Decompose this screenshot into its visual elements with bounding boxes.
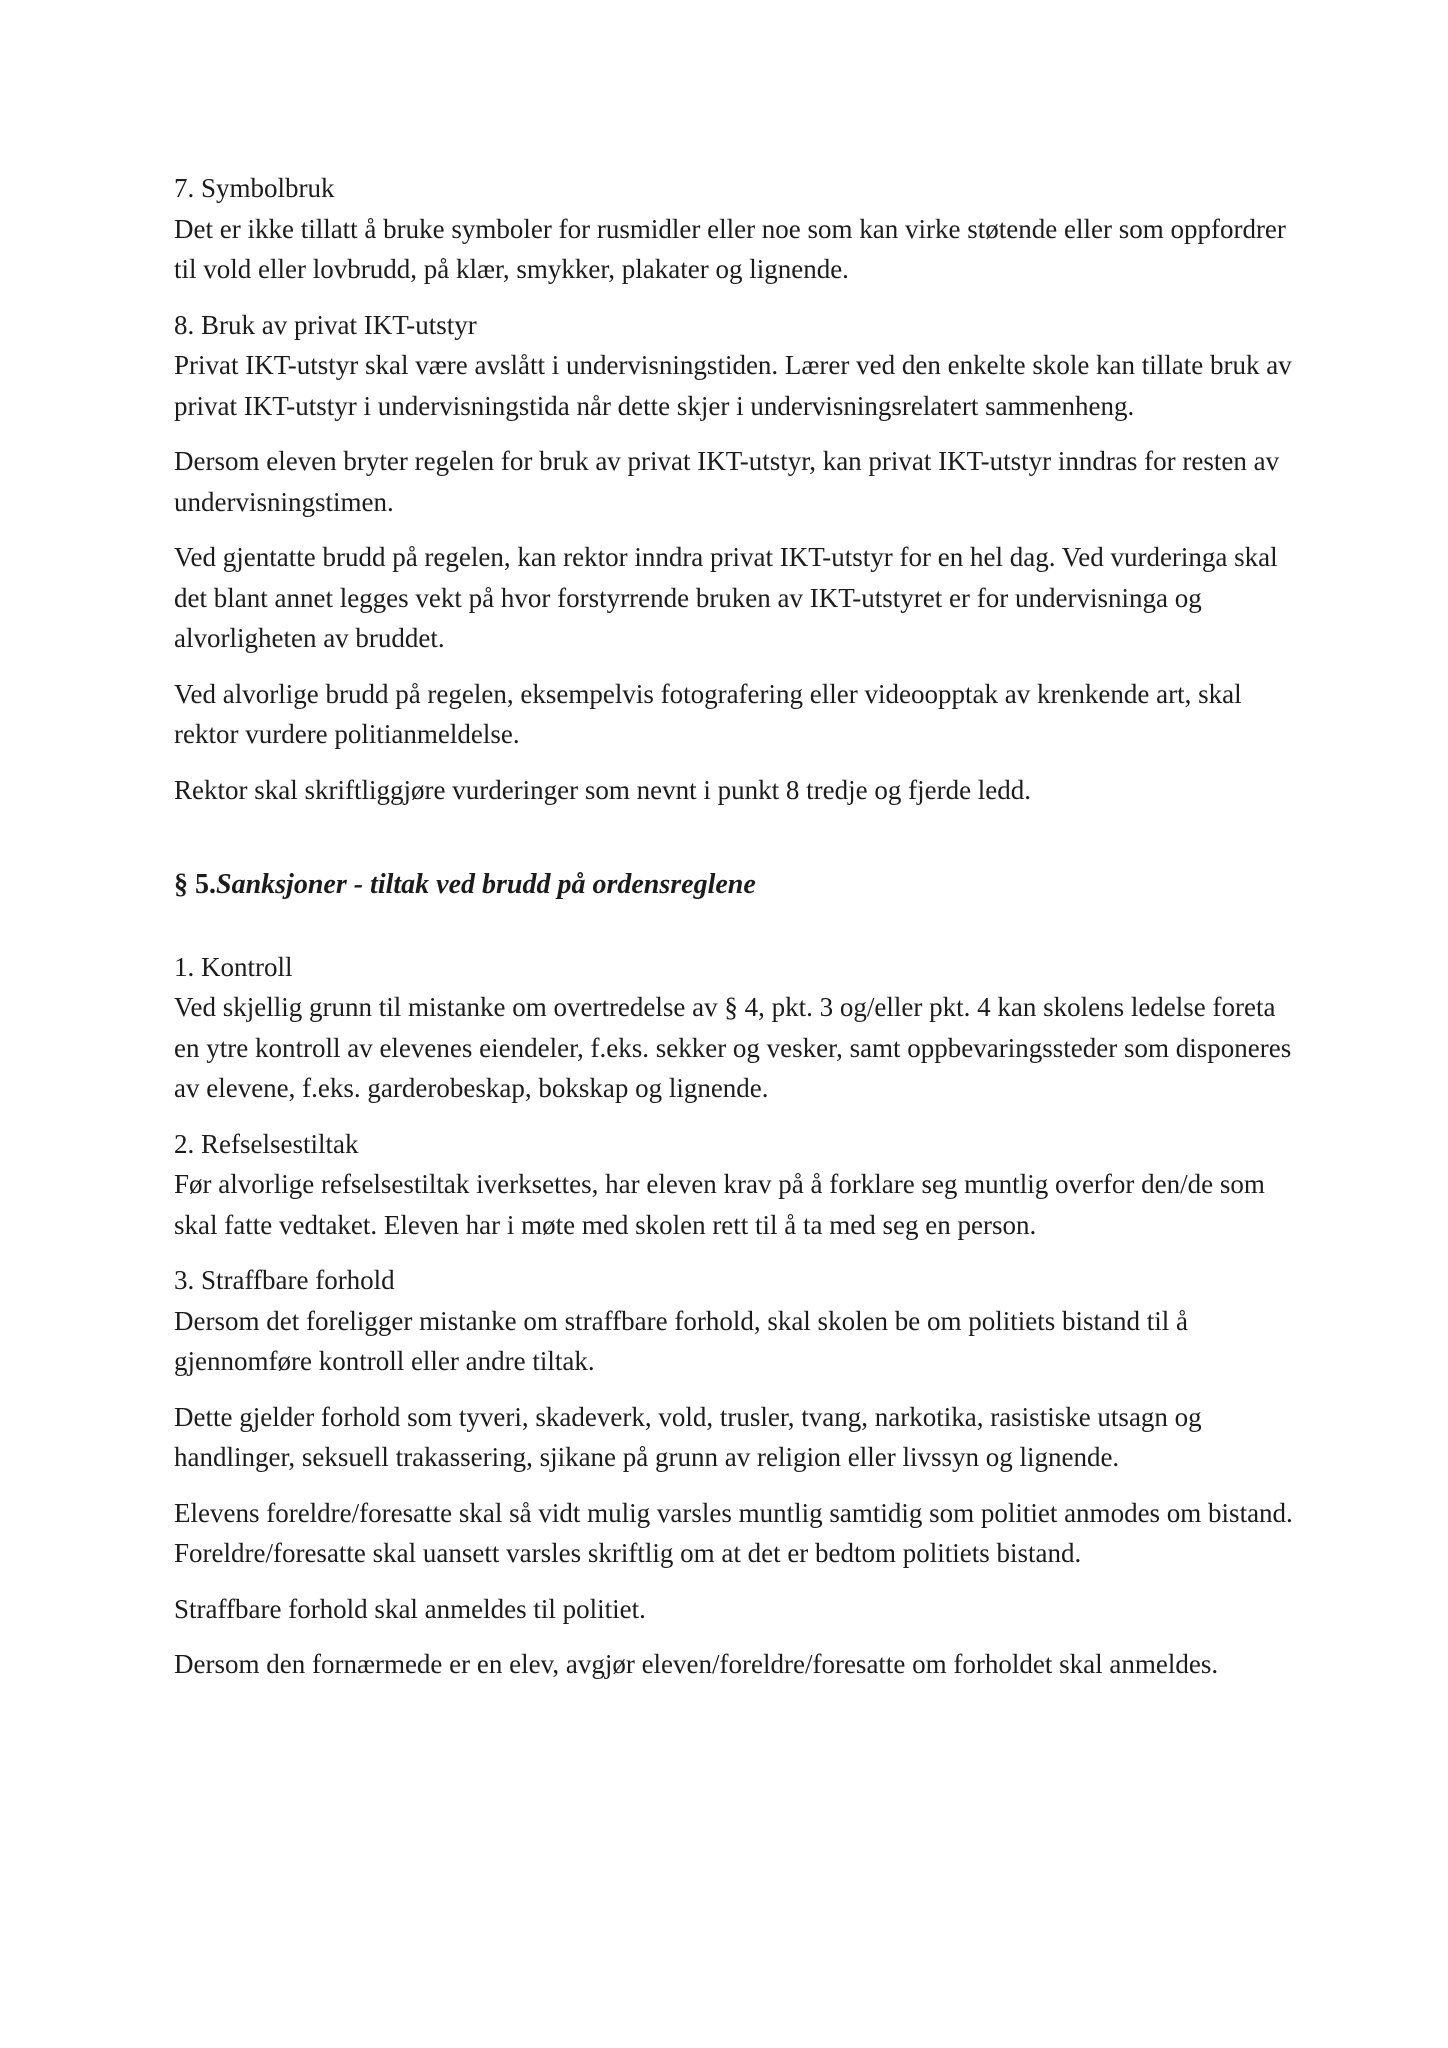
paragraph: Ved gjentatte brudd på regelen, kan rektor inndra privat IKT-utstyr for en hel dag. Ved vurderinga skal det blant annet legges vekt på hvor forstyrrende bruken av IKT-utstyret er for undervisninga og alvorligheten av bruddet. (174, 542, 1278, 653)
items-after-section (174, 947, 1304, 1685)
paragraph: Dersom eleven bryter regelen for bruk av privat IKT-utstyr, kan privat IKT-utstyr inndras for resten av undervisningstimen. (174, 446, 1280, 517)
item-first-paragraph-group (174, 305, 1304, 427)
items-before-section (174, 168, 1304, 810)
paragraph: Før alvorlige refselsestiltak iverksettes, har eleven krav på å forklare seg muntlig overfor den/de som skal fatte vedtaket. Eleven har i møte med skolen rett til å ta med seg en person. (174, 1169, 1265, 1240)
item-privat-ikt (174, 305, 1304, 811)
section-heading (174, 865, 1304, 906)
paragraph: Elevens foreldre/foresatte skal så vidt mulig varsles muntlig samtidig som politiet anmodes om bistand. Foreldre/foresatte skal uansett varsles skriftlig om at det er bedtom politiets bistand. (174, 1497, 1293, 1568)
paragraph: Rektor skal skriftliggjøre vurderinger som nevnt i punkt 8 tredje og fjerde ledd. (174, 774, 1032, 805)
section-title: Sanksjoner - tiltak ved brudd på ordensreglene (216, 869, 756, 900)
paragraph: Ved alvorlige brudd på regelen, eksempelvis fotografering eller videoopptak av krenkende art, skal rektor vurdere politianmeldelse. (174, 678, 1242, 749)
item-first-paragraph-group (174, 1260, 1304, 1382)
item-heading: 1. Kontroll (174, 951, 293, 982)
item-heading: 8. Bruk av privat IKT-utstyr (174, 309, 477, 340)
paragraph: Dersom den fornærmede er en elev, avgjør eleven/foreldre/foresatte om forholdet skal anmeldes. (174, 1649, 1219, 1679)
paragraph: Dersom det foreligger mistanke om straffbare forhold, skal skolen be om politiets bistand til å gjennomføre kontroll eller andre tiltak. (174, 1305, 1189, 1376)
item-heading: 7. Symbolbruk (174, 173, 335, 203)
document-page (174, 168, 1304, 1700)
item-refselsestiltak (174, 1124, 1304, 1246)
paragraph: Ved skjellig grunn til mistanke om overtredelse av § 4, pkt. 3 og/eller pkt. 4 kan skolens ledelse foreta en ytre kontroll av elevenes eiendeler, f.eks. sekker og vesker, samt oppbevaringssteder som disponeres av elevene, f.eks. garderobeskap, bokskap og lignende. (174, 992, 1292, 1103)
item-symbolbruk (174, 168, 1304, 290)
item-heading: 3. Straffbare forhold (174, 1265, 395, 1295)
item-straffbare-forhold (174, 1260, 1304, 1685)
paragraph: Det er ikke tillatt å bruke symboler for rusmidler eller noe som kan virke støtende eller som oppfordrer til vold eller lovbrudd, på klær, smykker, plakater og lignende. (174, 213, 1286, 284)
paragraph: Dette gjelder forhold som tyveri, skadeverk, vold, trusler, tvang, narkotika, rasistiske utsagn og handlinger, seksuell trakassering, sjikane på grunn av religion eller livssyn og lignende. (174, 1401, 1202, 1472)
paragraph: Privat IKT-utstyr skal være avslått i undervisningstiden. Lærer ved den enkelte skole kan tillate bruk av privat IKT-utstyr i undervisningstida når dette skjer i undervisningsrelatert sammenheng. (174, 350, 1292, 421)
paragraph: Straffbare forhold skal anmeldes til politiet. (174, 1593, 646, 1624)
item-heading: 2. Refselsestiltak (174, 1128, 359, 1159)
item-kontroll (174, 947, 1304, 1109)
section-number: § 5. (174, 869, 216, 900)
